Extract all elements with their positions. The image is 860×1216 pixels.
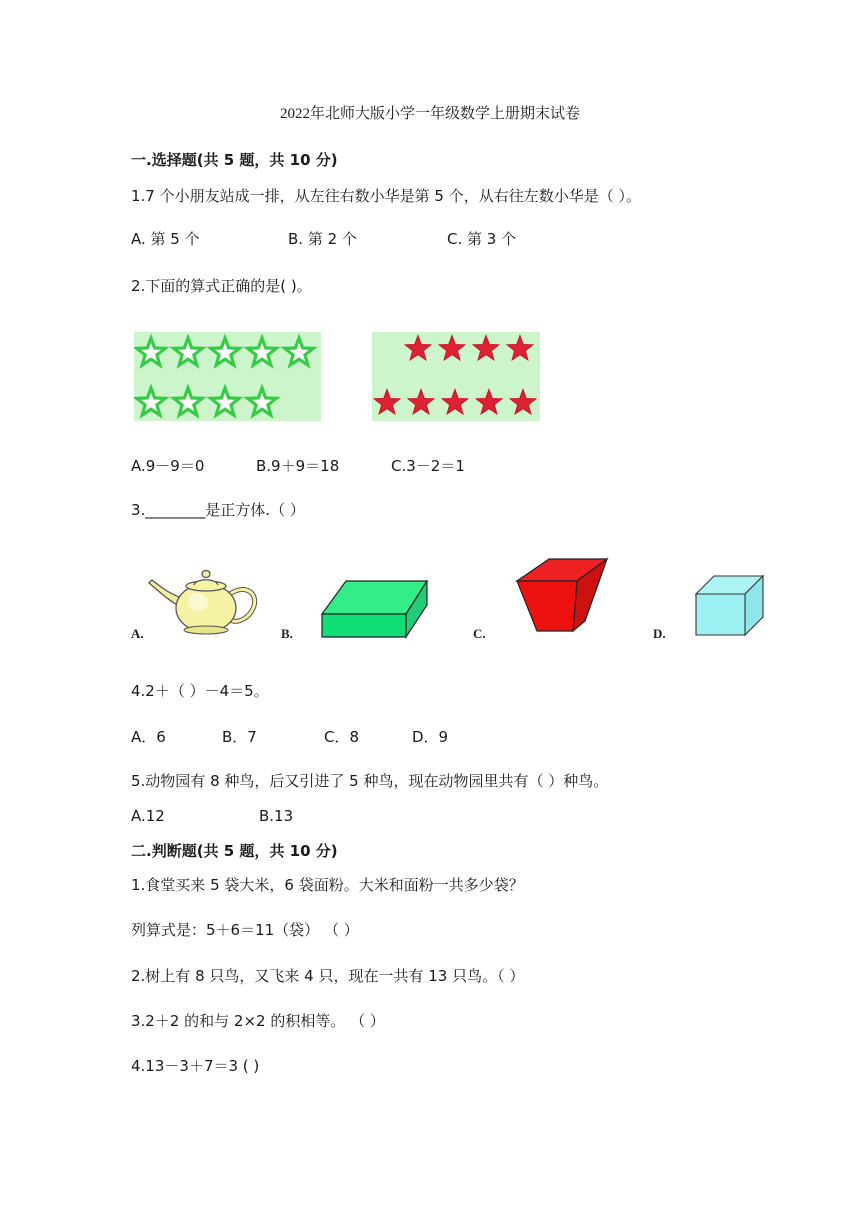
green-stars-panel [134,332,321,421]
question-2-3: 3.2＋2 的和与 2×2 的积相等。 （ ） [131,1012,385,1030]
red-star-icon [439,336,465,360]
question-1-5: 5.动物园有 8 种鸟，后又引进了 5 种鸟，现在动物园里共有（ ）种鸟。 [131,772,609,790]
q1-option-b: B. 第 2 个 [288,230,357,248]
green-star-icon [211,388,240,415]
green-stars-figure [134,332,321,421]
red-stars-figure [372,332,540,421]
question-1-4: 4.2＋（ ）－4＝5。 [131,682,269,700]
shape-label-d: D. [653,626,666,641]
section1-heading: 一.选择题(共 5 题，共 10 分) [131,151,338,169]
q4-option-c: C．8 [324,728,360,746]
q2-option-c: C.3－2＝1 [391,457,465,475]
red-star-icon [510,390,536,414]
q1-option-c: C. 第 3 个 [447,230,517,248]
red-star-icon [476,390,502,414]
question-2-4: 4.13－3＋7＝3 ( ) [131,1057,260,1075]
question-2-1-line1: 1.食堂买来 5 袋大米，6 袋面粉。大米和面粉一共多少袋？ [131,876,524,894]
question-1-3: 3.________是正方体.（ ） [131,501,305,519]
green-star-icon [174,388,203,415]
question-2-2: 2.树上有 8 只鸟，又飞来 4 只，现在一共有 13 只鸟。（ ） [131,967,525,985]
question-1-1: 1.7 个小朋友站成一排，从左往右数小华是第 5 个，从右往左数小华是（ ）。 [131,187,641,205]
q2-option-a: A.9－9＝0 [131,457,205,475]
q5-option-a: A.12 [131,807,165,825]
q4-option-a: A．6 [131,728,166,746]
section2-heading: 二.判断题(共 5 题，共 10 分) [131,842,338,860]
green-star-icon [137,388,166,415]
green-cuboid-icon [320,580,430,640]
green-star-icon [248,388,277,415]
shape-label-b: B. [281,626,293,641]
page-title: 2022年北师大版小学一年级数学上册期末试卷 [279,106,580,122]
green-star-icon [211,338,240,365]
question-1-2: 2.下面的算式正确的是( )。 [131,277,312,295]
cyan-cube-icon [694,574,766,637]
red-star-icon [408,390,434,414]
q4-option-d: D．9 [412,728,449,746]
shape-label-a: A. [131,626,144,641]
question-2-1-line2: 列算式是：5＋6＝11（袋） （ ） [131,921,359,939]
q1-option-a: A. 第 5 个 [131,230,200,248]
green-star-icon [174,338,203,365]
green-star-icon [248,338,277,365]
red-star-icon [442,390,468,414]
red-star-icon [405,336,431,360]
shape-label-c: C. [473,626,486,641]
red-star-icon [507,336,533,360]
green-star-icon [137,338,166,365]
green-star-icon [285,338,314,365]
red-star-icon [473,336,499,360]
red-star-icon [374,390,400,414]
red-stars-panel [372,332,540,421]
red-frustum-icon [515,557,609,633]
q5-option-b: B.13 [259,807,294,825]
teapot-icon [146,566,260,638]
q4-option-b: B．7 [222,728,257,746]
q2-option-b: B.9＋9＝18 [256,457,340,475]
